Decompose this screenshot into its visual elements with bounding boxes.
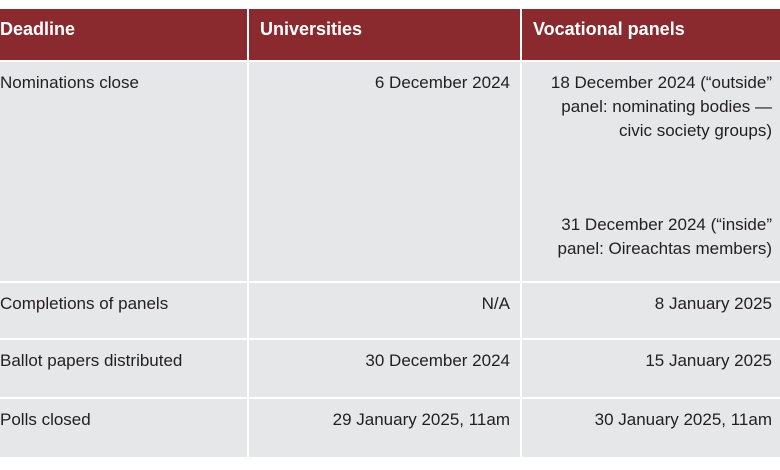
universities-cell: 29 January 2025, 11am: [249, 399, 522, 457]
header-deadline: Deadline: [0, 9, 249, 60]
deadline-cell: Polls closed: [0, 399, 249, 457]
table-row: [0, 399, 780, 459]
deadlines-table: [0, 9, 780, 459]
deadline-cell: Nominations close: [0, 62, 249, 281]
universities-cell: N/A: [249, 283, 522, 338]
header-universities: Universities: [249, 9, 522, 60]
vocational-cell: [522, 62, 780, 281]
table-header: [0, 9, 780, 62]
vocational-outside-panel: 18 December 2024 (“outside” panel: nominating bodies — civic society groups): [550, 73, 772, 140]
vocational-cell: 15 January 2025: [645, 351, 772, 370]
vocational-cell: 8 January 2025: [654, 294, 772, 313]
vocational-cell: 30 January 2025, 11am: [594, 410, 772, 429]
universities-cell: 6 December 2024: [249, 62, 522, 281]
deadline-cell: Completions of panels: [0, 283, 249, 338]
universities-cell: 30 December 2024: [249, 340, 522, 397]
header-vocational-panels: Vocational panels: [533, 19, 685, 39]
table-row: [0, 283, 780, 340]
table-row: [0, 62, 780, 283]
table-row: [0, 340, 780, 399]
vocational-inside-panel: 31 December 2024 (“inside” panel: Oireachtas members): [557, 215, 772, 258]
deadline-cell: Ballot papers distributed: [0, 340, 249, 397]
spacer: [530, 143, 772, 213]
